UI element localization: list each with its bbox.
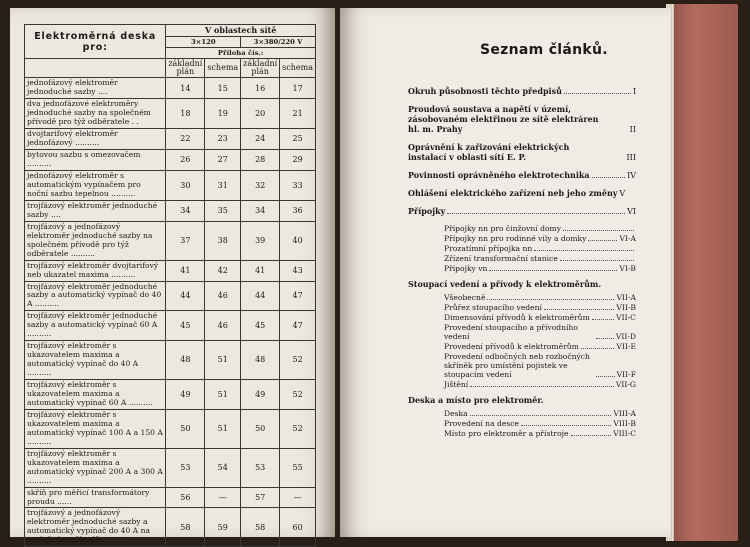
toc-entry: [408, 142, 636, 162]
toc-subentry-title: Provedení na desce: [444, 419, 520, 428]
table-row: [25, 341, 316, 380]
toc-subentry-number: VII-B: [616, 303, 636, 312]
attachment-number: 57: [241, 487, 280, 508]
toc-subentry-title: Průřez stoupacího vedení: [444, 303, 542, 312]
row-description: trojfázový a jednofázový elektroměr jednoduché sazby a automatický vypínač do 40 A na společném přívodě ..........: [25, 508, 166, 547]
voltage-120: 3×120: [166, 37, 241, 48]
toc-subentry: [444, 264, 636, 273]
attachment-number: 20: [241, 99, 280, 129]
toc-subentry-number: VII-F: [616, 370, 636, 379]
attachment-number: 34: [166, 200, 205, 221]
toc-subentry: [444, 224, 636, 233]
toc-subentry-number: VII-C: [616, 313, 636, 322]
attachment-number: 52: [280, 380, 316, 410]
attachment-number: 28: [241, 150, 280, 171]
toc-entry-number: VI: [627, 207, 636, 216]
toc-subentry-title: Dimensování přívodů k elektroměrům: [444, 313, 590, 322]
attachment-number: 52: [280, 409, 316, 448]
toc-subentry-number: VIII-C: [613, 429, 636, 438]
table-row: [25, 487, 316, 508]
toc-entry: [408, 104, 636, 134]
toc-section-heading: Deska a místo pro elektroměr.: [408, 395, 544, 405]
attachment-number: 52: [280, 341, 316, 380]
attachment-number: 40: [280, 221, 316, 260]
col-schema-1: schema: [205, 59, 241, 78]
toc-subentry: [444, 380, 636, 389]
toc-subentry-title: Přípojky nn pro činžovní domy: [444, 224, 562, 233]
table-row: [25, 311, 316, 341]
row-description: trojfázový elektroměr s ukazovatelem maxima a automatický vypínač do 40 A ..........: [25, 341, 166, 380]
attachment-number: 36: [280, 200, 316, 221]
table-row: [25, 150, 316, 171]
attachment-number: 47: [280, 311, 316, 341]
row-description: trojfázový elektroměr dvojtarifový neb ukazatel maxima ..........: [25, 260, 166, 281]
attachment-number: 53: [166, 448, 205, 487]
attachment-number: 47: [280, 281, 316, 311]
attachment-number: 58: [241, 508, 280, 547]
attachment-number: 44: [166, 281, 205, 311]
attachment-number: 35: [205, 200, 241, 221]
row-description: dvojtarifový elektroměr jednofázový ..........: [25, 129, 166, 150]
toc-subentry: [444, 342, 636, 351]
toc-subentry: [444, 234, 636, 243]
row-description: trojfázový elektroměr jednoduché sazby ....: [25, 200, 166, 221]
row-description: bytovou sazbu s omezovačem ..........: [25, 150, 166, 171]
toc-subentry-number: VIII-B: [613, 419, 636, 428]
attachment-number: 49: [241, 380, 280, 410]
table-row: [25, 260, 316, 281]
toc-subentry: [444, 419, 636, 428]
toc-subentry-title: Přípojky vn: [444, 264, 488, 273]
attachment-number: 32: [241, 171, 280, 201]
toc-subentry: [444, 429, 636, 438]
blank-cell: [25, 59, 166, 78]
col-basic-plan-1: základní plán: [166, 59, 205, 78]
row-description: trojfázový elektroměr jednoduché sazby a automatický vypínač 60 A ..........: [25, 311, 166, 341]
toc-subentry: [444, 352, 636, 379]
attachment-number: 51: [205, 380, 241, 410]
toc-subentry: [444, 254, 636, 263]
toc-subentry: [444, 313, 636, 322]
pripojky-subentries: [444, 224, 636, 273]
toc-subentry-title: Všeobecně: [444, 293, 486, 302]
deska-subentries: [444, 409, 636, 438]
row-description: skříň pro měřicí transformátory proudu ......: [25, 487, 166, 508]
attachment-number: 21: [280, 99, 316, 129]
attachment-number: 41: [166, 260, 205, 281]
table-row: [25, 221, 316, 260]
attachment-number: 38: [205, 221, 241, 260]
attachment-number: 59: [205, 508, 241, 547]
table-row: [25, 129, 316, 150]
toc-subentry-title: Deska: [444, 409, 468, 418]
attachment-number: 53: [241, 448, 280, 487]
row-description: trojfázový elektroměr jednoduché sazby a automatický vypínač do 40 A ..........: [25, 281, 166, 311]
attachment-number: 33: [280, 171, 316, 201]
toc-subentry-number: VI-A: [619, 234, 636, 243]
toc-entry-number: III: [626, 153, 636, 162]
meter-board-table: [24, 24, 316, 547]
toc-title: Seznam článků.: [480, 42, 608, 58]
table-of-contents: [408, 86, 636, 439]
toc-subentry: [444, 244, 636, 253]
row-description: trojfázový a jednofázový elektroměr jednoduché sazby na společném přívodě pro týž odběratele ..........: [25, 221, 166, 260]
stoupaci-subentries: [444, 293, 636, 389]
attachment-number: 42: [205, 260, 241, 281]
attachment-number: 51: [205, 341, 241, 380]
toc-entry: [408, 188, 636, 198]
attachment-number: 17: [280, 78, 316, 99]
attachment-number: 54: [205, 448, 241, 487]
attachment-number: 25: [280, 129, 316, 150]
toc-subentry: [444, 293, 636, 302]
attachment-number: —: [280, 487, 316, 508]
attachment-number: 43: [280, 260, 316, 281]
toc-entry: [408, 206, 636, 216]
row-description: jednofázový elektroměr jednoduché sazby ....: [25, 78, 166, 99]
attachment-number: 27: [205, 150, 241, 171]
attachment-number: 22: [166, 129, 205, 150]
row-description: jednofázový elektroměr s automatickým vypínačem pro noční sazbu tepelnou ..........: [25, 171, 166, 201]
attachment-number: 49: [166, 380, 205, 410]
toc-entry-title: Ohlášení elektrického zařízení neb jeho změny: [408, 188, 618, 198]
attachment-number: 18: [166, 99, 205, 129]
toc-entry-number: V: [619, 189, 626, 198]
table-row: [25, 508, 316, 547]
attachment-number: 45: [166, 311, 205, 341]
toc-subentry-title: Provedení odbočných neb rozbočných skříněk pro umístění pojistek ve stoupacím vedení: [444, 352, 590, 379]
table-row: [25, 78, 316, 99]
toc-subentry: [444, 303, 636, 312]
attachment-number: 29: [280, 150, 316, 171]
attachment-number: 26: [166, 150, 205, 171]
toc-subentry-title: Místo pro elektroměr a přístroje: [444, 429, 569, 438]
toc-subentry-number: VII-A: [616, 293, 636, 302]
attachment-number: 46: [205, 311, 241, 341]
toc-section-heading: Stoupací vedení a přívody k elektroměrům.: [408, 279, 602, 289]
toc-entry-number: IV: [627, 171, 636, 180]
table-row: [25, 380, 316, 410]
toc-entry-number: I: [632, 87, 636, 96]
table-row: [25, 448, 316, 487]
toc-subentry-number: VIII-A: [613, 409, 636, 418]
attachment-header: Příloha čís.:: [166, 48, 316, 59]
col-schema-2: schema: [280, 59, 316, 78]
toc-subentry-title: Přípojky nn pro rodinné vily a domky: [444, 234, 587, 243]
attachment-number: 58: [166, 508, 205, 547]
toc-entry-title: Povinnosti oprávněného elektrotechnika: [408, 170, 590, 180]
toc-subentry-title: Zřízení transformační stanice: [444, 254, 558, 263]
table-row: [25, 171, 316, 201]
toc-subentry-title: Provedení přívodů k elektroměrům: [444, 342, 579, 351]
attachment-number: 31: [205, 171, 241, 201]
toc-entry-title: Okruh působnosti těchto předpisů: [408, 86, 562, 96]
attachment-number: 16: [241, 78, 280, 99]
group-header: V oblastech sítě: [166, 25, 316, 37]
row-description: trojfázový elektroměr s ukazovatelem maxima a automatický vypínač 100 A a 150 A ..........: [25, 409, 166, 448]
attachment-number: 39: [241, 221, 280, 260]
attachment-number: 34: [241, 200, 280, 221]
row-description: trojfázový elektroměr s ukazovatelem maxima a automatický vypínač 60 A ..........: [25, 380, 166, 410]
attachment-number: 56: [166, 487, 205, 508]
toc-subentry-title: Prozatímní přípojka nn: [444, 244, 533, 253]
attachment-number: 23: [205, 129, 241, 150]
toc-entry-title: Proudová soustava a napětí v území, zásobovaném elektřinou ze sítě elektráren hl. m. Prahy: [408, 104, 599, 134]
toc-entry: [408, 86, 636, 96]
attachment-number: 50: [166, 409, 205, 448]
table-row: [25, 99, 316, 129]
table-title: Elektroměrná deska pro:: [25, 25, 166, 59]
col-basic-plan-2: základní plán: [241, 59, 280, 78]
attachment-number: 41: [241, 260, 280, 281]
attachment-number: 44: [241, 281, 280, 311]
attachment-number: 46: [205, 281, 241, 311]
toc-subentry-number: VII-D: [615, 332, 636, 341]
attachment-number: —: [205, 487, 241, 508]
table-row: [25, 281, 316, 311]
attachment-number: 55: [280, 448, 316, 487]
attachment-number: 50: [241, 409, 280, 448]
toc-entry: [408, 170, 636, 180]
attachment-number: 24: [241, 129, 280, 150]
row-description: dva jednofázové elektroměry jednoduché sazby na společném přívodě pro týž odběratele . .: [25, 99, 166, 129]
toc-subentry-number: VI-B: [619, 264, 636, 273]
attachment-number: 19: [205, 99, 241, 129]
attachment-number: 45: [241, 311, 280, 341]
row-description: trojfázový elektroměr s ukazovatelem maxima a automatický vypínač 200 A a 300 A ..........: [25, 448, 166, 487]
table-row: [25, 200, 316, 221]
attachment-number: 37: [166, 221, 205, 260]
attachment-number: 48: [166, 341, 205, 380]
voltage-380: 3×380/220 V: [241, 37, 316, 48]
toc-subentry-number: VII-G: [615, 380, 636, 389]
attachment-number: 15: [205, 78, 241, 99]
book-cover-edge: [666, 4, 738, 541]
toc-entry-title: Oprávnění k zařizování elektrických instalací v oblasti sítí E. P.: [408, 142, 570, 162]
table-row: [25, 409, 316, 448]
attachment-number: 14: [166, 78, 205, 99]
attachment-number: 51: [205, 409, 241, 448]
attachment-number: 30: [166, 171, 205, 201]
attachment-number: 48: [241, 341, 280, 380]
toc-entry-number: II: [629, 125, 636, 134]
attachment-number: 60: [280, 508, 316, 547]
toc-subentry: [444, 409, 636, 418]
toc-subentry-title: Jištění: [444, 380, 469, 389]
toc-entry-title: Přípojky: [408, 206, 446, 216]
toc-subentry-title: Provedení stoupacího a přívodního vedení: [444, 323, 578, 341]
toc-subentry-number: VII-E: [616, 342, 636, 351]
toc-subentry: [444, 323, 636, 341]
